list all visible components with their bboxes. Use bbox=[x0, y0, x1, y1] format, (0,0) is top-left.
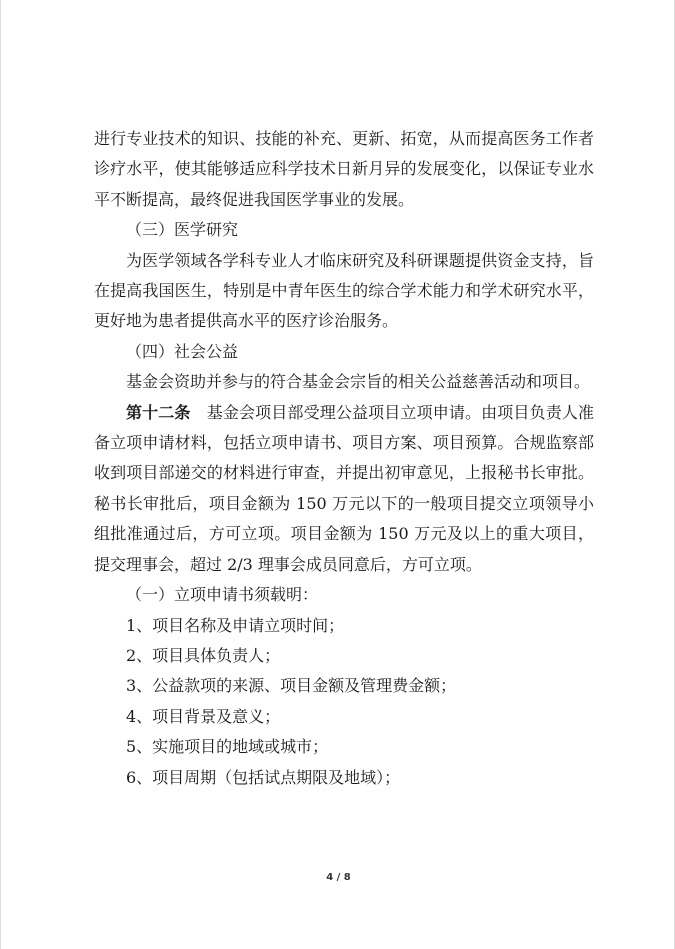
section-heading-social-welfare: （四）社会公益 bbox=[126, 341, 239, 361]
paragraph-social-welfare: 基金会资助并参与的符合基金会宗旨的相关公益慈善活动和项目。 bbox=[126, 372, 591, 392]
paragraph-continuation: 进行专业技术的知识、技能的补充、更新、拓宽，从而提高医务工作者诊疗水平，使其能够适应科学技术日新月异的发展变化，以保证专业水平不断提高，最终促进我国医学事业的发展。 bbox=[94, 129, 594, 209]
subsection-heading-application: （一）立项申请书须载明： bbox=[126, 585, 319, 605]
list-item: 4、项目背景及意义； bbox=[126, 706, 281, 726]
article-12-title: 第十二条 bbox=[126, 402, 191, 422]
list-item: 2、项目具体负责人； bbox=[126, 645, 281, 665]
section-heading-medical-research: （三）医学研究 bbox=[126, 220, 239, 240]
document-body bbox=[94, 124, 594, 793]
paragraph-medical-research: 为医学领域各学科专业人才临床研究及科研课题提供资金支持，旨在提高我国医生，特别是中青年医生的综合学术能力和学术研究水平，更好地为患者提供高水平的医疗诊治服务。 bbox=[94, 250, 594, 331]
list-item: 3、公益款项的来源、项目金额及管理费金额； bbox=[126, 676, 457, 696]
list-item: 6、项目周期（包括试点期限及地域）； bbox=[126, 767, 401, 787]
list-item: 1、项目名称及申请立项时间； bbox=[126, 615, 345, 635]
article-12-paragraph bbox=[94, 398, 594, 580]
article-12-body: 基金会项目部受理公益项目立项申请。由项目负责人准备立项申请材料，包括立项申请书、项目方案、项目预算。合规监察部收到项目部递交的材料进行审查，并提出初审意见，上报秘书长审批。秘书长审批后，项目金额为 150 万元以下的一般项目提交立项领导小组批准通过后，方可立项。项目金额为 150 万元及以上的重大项目，提交理事会，超过 2/3 理事会成员同意后，方可立项。 bbox=[94, 402, 594, 574]
list-item: 5、实施项目的地域或城市； bbox=[126, 737, 329, 757]
page-number: 4 / 8 bbox=[326, 872, 351, 883]
